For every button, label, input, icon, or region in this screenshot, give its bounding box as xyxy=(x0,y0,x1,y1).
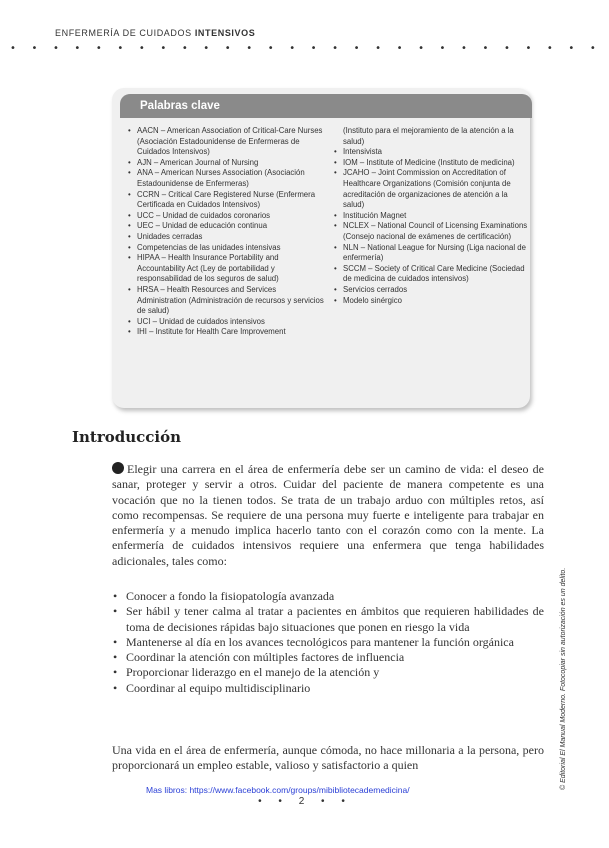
keyword-item-text: AACN – American Association of Critical-Care Nurses (Asociación Estadounidense de Enfermeras de Cuidados Intensivos) xyxy=(137,126,323,157)
keyword-item-text: Servicios cerrados xyxy=(343,284,408,294)
running-header xyxy=(55,28,255,38)
keyword-item-text: Intensivista xyxy=(343,147,383,157)
bullet-icon: • xyxy=(128,168,131,178)
keyword-item-text: UCI – Unidad de cuidados intensivos xyxy=(137,316,265,326)
skills-list xyxy=(112,589,544,696)
skill-item-text: Coordinar la atención con múltiples factores de influencia xyxy=(126,650,405,665)
keyword-item-text: Modelo sinérgico xyxy=(343,295,402,305)
keyword-item xyxy=(332,285,528,296)
keywords-box xyxy=(112,88,530,408)
keyword-item-text: IOM – Institute of Medicine (Instituto de medicina) xyxy=(343,157,515,167)
keywords-box-title: Palabras clave xyxy=(120,94,532,118)
keyword-item xyxy=(126,190,326,211)
keyword-item-text: AJN – American Journal of Nursing xyxy=(137,157,259,167)
bullet-icon: • xyxy=(128,327,131,337)
closing-paragraph: Una vida en el área de enfermería, aunque cómoda, no hace millonaria a la persona, pero proporcionará un empleo estable, valioso y satisfactorio a quien xyxy=(112,743,544,773)
bullet-icon: • xyxy=(128,189,131,199)
skill-item-text: Mantenerse al día en los avances tecnológicos para mantener la función orgánica xyxy=(126,634,514,649)
bullet-icon: • xyxy=(334,284,337,294)
copyright-side-note: © Editorial El Manual Moderno. Fotocopiar sin autorización es un delito. xyxy=(560,567,567,790)
skill-item xyxy=(112,604,544,635)
intro-paragraph xyxy=(112,462,544,569)
keyword-item xyxy=(126,232,326,243)
keyword-item xyxy=(126,126,326,158)
keyword-item-text: HRSA – Health Resources and Services Administration (Administración de recursos y servicios de salud) xyxy=(137,284,324,316)
keyword-item xyxy=(126,317,326,328)
bullet-icon: • xyxy=(334,147,337,157)
bullet-icon: • xyxy=(128,210,131,220)
bullet-icon: • xyxy=(128,221,131,231)
numbered-marker-icon xyxy=(112,462,124,474)
keyword-item-text: NCLEX – National Council of Licensing Examinations (Consejo nacional de exámenes de certificación) xyxy=(343,221,528,241)
bullet-icon: • xyxy=(113,604,118,619)
page-number: • • 2 • • xyxy=(258,796,352,807)
keyword-item-text: (Instituto para el mejoramiento de la atención a la salud) xyxy=(343,126,514,146)
bullet-icon: • xyxy=(128,157,131,167)
keyword-item xyxy=(126,285,326,317)
keyword-item xyxy=(332,264,528,285)
keywords-right-column xyxy=(332,126,528,306)
keyword-item-text: IHI – Institute for Health Care Improvement xyxy=(137,327,286,337)
skill-item xyxy=(112,665,544,680)
keyword-item-text: Institución Magnet xyxy=(343,210,407,220)
bullet-icon: • xyxy=(113,634,118,649)
bullet-icon: • xyxy=(334,157,337,167)
skill-item-text: Coordinar al equipo multidisciplinario xyxy=(126,680,311,695)
keyword-item xyxy=(332,211,528,222)
keyword-item xyxy=(126,221,326,232)
keyword-item xyxy=(332,221,528,242)
keywords-left-column xyxy=(126,126,326,338)
bullet-icon: • xyxy=(113,665,118,680)
intro-paragraph-text: Elegir una carrera en el área de enfermería debe ser un camino de vida: el deseo de sanar, proteger y servir a otros. Cuidar del paciente de manera competente es una vocación que no la tienen todos. Se trata de un trabajo arduo con múltiples retos, así como recompensas. Se requiere de una persona muy fuerte e inteligente para trabajar en enfermería y a menudo implica hacerlo tanto con el corazón como con la mente. La enfermería de cuidados intensivos requiere una enfermera que tenga habilidades adicionales, tales como: xyxy=(112,462,544,568)
bullet-icon: • xyxy=(334,221,337,231)
bullet-icon: • xyxy=(128,253,131,263)
skill-item xyxy=(112,635,544,650)
bullet-icon: • xyxy=(128,284,131,294)
bullet-icon: • xyxy=(128,126,131,135)
bullet-icon: • xyxy=(334,242,337,252)
keyword-item xyxy=(126,253,326,285)
keyword-item xyxy=(332,126,528,147)
keyword-item xyxy=(332,296,528,307)
keyword-item xyxy=(332,243,528,264)
keyword-item-text: UEC – Unidad de educación continua xyxy=(137,221,268,231)
keyword-item xyxy=(126,243,326,254)
section-heading: Introducción xyxy=(72,428,182,446)
footer-link[interactable]: Mas libros: https://www.facebook.com/groups/mibibliotecademedicina/ xyxy=(146,785,410,795)
keyword-item-text: NLN – National League for Nursing (Liga nacional de enfermería) xyxy=(343,242,526,263)
skill-item xyxy=(112,681,544,696)
keyword-item-text: HIPAA – Health Insurance Portability and Accountability Act (Ley de portabilidad y responsabilidad de los seguros de salud) xyxy=(137,253,279,284)
bullet-icon: • xyxy=(334,210,337,220)
skill-item xyxy=(112,589,544,604)
keyword-item xyxy=(126,168,326,189)
bullet-icon: • xyxy=(334,168,337,178)
bullet-icon: • xyxy=(334,295,337,305)
running-header-prefix: ENFERMERÍA DE CUIDADOS xyxy=(55,28,192,38)
header-dot-rule: • • • • • • • • • • • • • • • • • • • • • • • • • • • • xyxy=(10,43,602,54)
bullet-icon: • xyxy=(113,650,118,665)
bullet-icon: • xyxy=(128,231,131,241)
skill-item-text: Conocer a fondo la fisiopatología avanzada xyxy=(126,589,335,603)
keyword-item xyxy=(332,158,528,169)
skill-item-text: Ser hábil y tener calma al tratar a pacientes en ámbitos que requieren habilidades de toma de decisiones rápidas bajo situaciones que ponen en riesgo la vida xyxy=(126,604,544,634)
keyword-item xyxy=(126,327,326,338)
bullet-icon: • xyxy=(113,680,118,695)
bullet-icon: • xyxy=(128,316,131,326)
keyword-item-text: ANA – American Nurses Association (Asociación Estadounidense de Enfermeras) xyxy=(137,168,305,188)
bullet-icon: • xyxy=(334,263,337,273)
keyword-item-text: SCCM – Society of Critical Care Medicine (Sociedad de medicina de cuidados intensivos) xyxy=(343,263,525,284)
keyword-item xyxy=(126,211,326,222)
keyword-item xyxy=(332,147,528,158)
keyword-item-text: CCRN – Critical Care Registered Nurse (Enfermera Certificada en Cuidados Intensivos) xyxy=(137,189,316,210)
keyword-item xyxy=(126,158,326,169)
keyword-item-text: JCAHO – Joint Commission on Accreditation of Healthcare Organizations (Comisión conjunta de acreditación de organizaciones de atención a la salud) xyxy=(343,168,511,210)
skill-item xyxy=(112,650,544,665)
keyword-item xyxy=(332,168,528,210)
skill-item-text: Proporcionar liderazgo en el manejo de la atención y xyxy=(126,665,380,680)
keyword-item-text: UCC – Unidad de cuidados coronarios xyxy=(137,210,271,220)
bullet-icon: • xyxy=(113,589,118,603)
keyword-item-text: Unidades cerradas xyxy=(137,231,203,241)
running-header-bold: INTENSIVOS xyxy=(194,28,256,38)
keyword-item-text: Competencias de las unidades intensivas xyxy=(137,242,281,252)
bullet-icon: • xyxy=(128,242,131,252)
